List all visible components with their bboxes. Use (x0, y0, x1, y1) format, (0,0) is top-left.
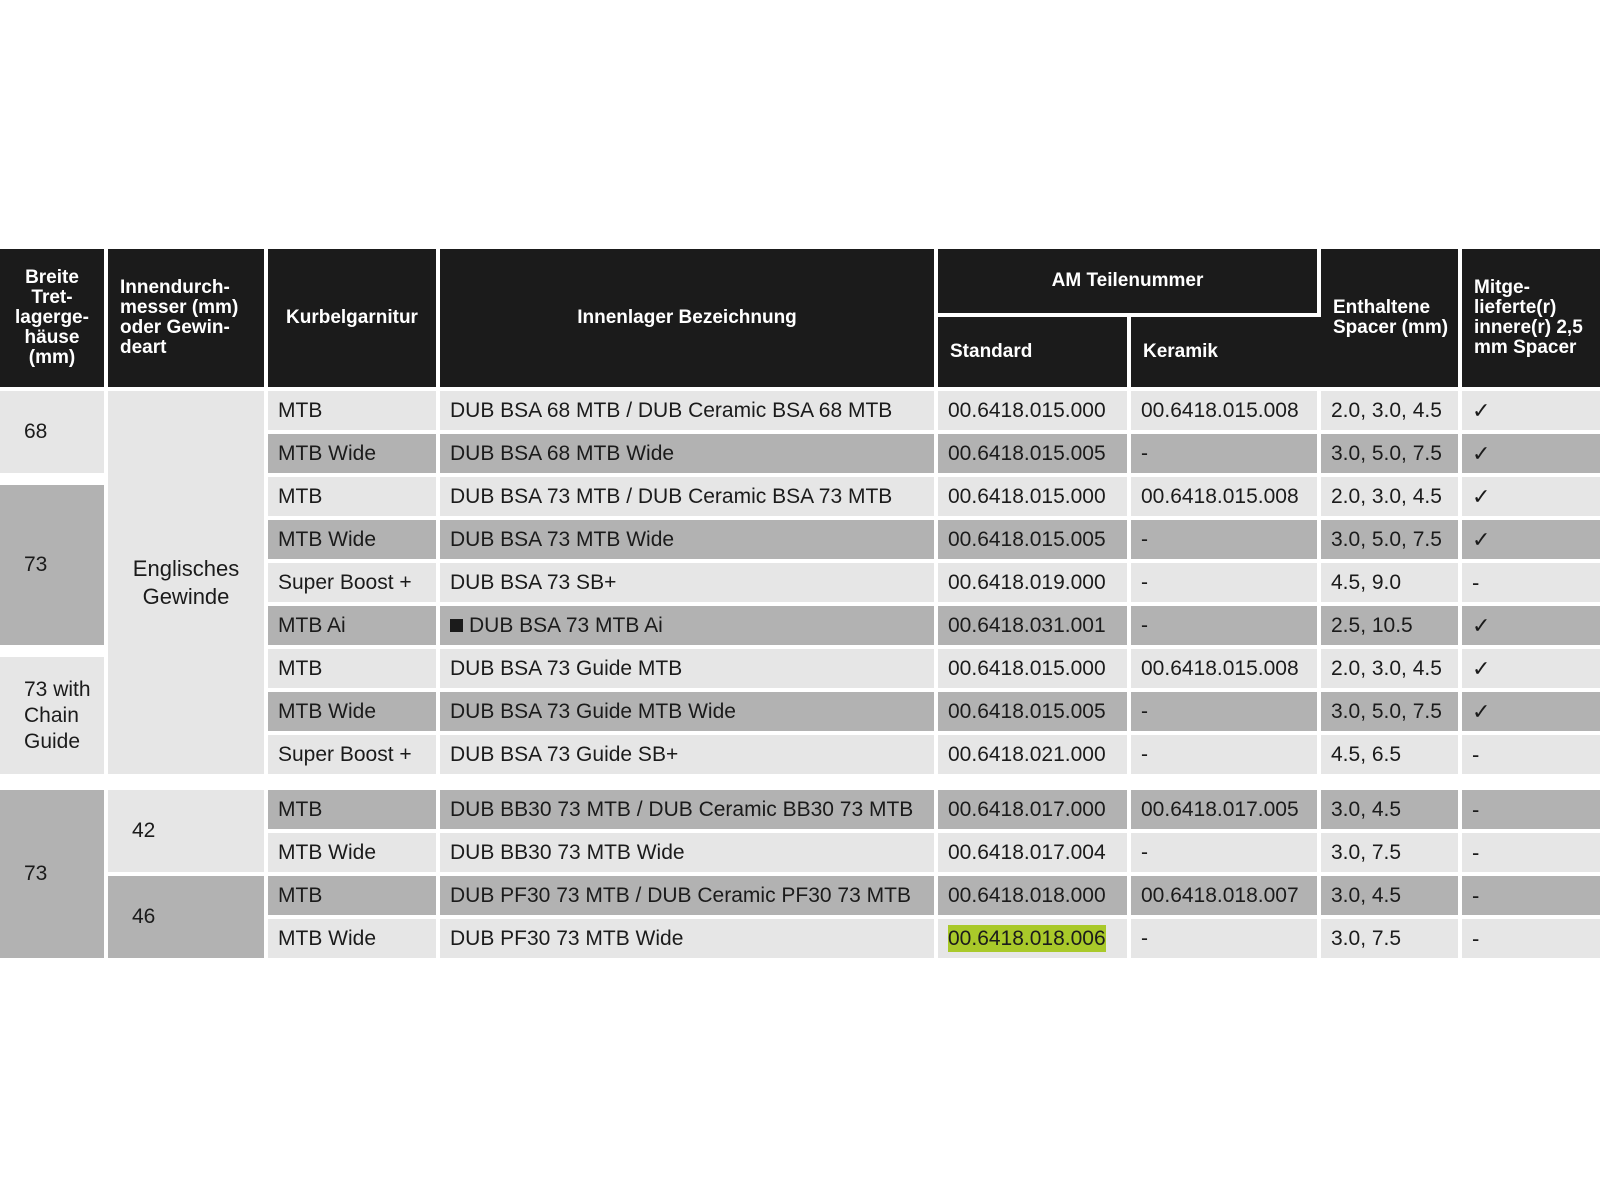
cell-mitgeliefert: - (1462, 876, 1600, 919)
group-cell-46: 46 (108, 876, 268, 962)
cell-spacer: 3.0, 7.5 (1321, 919, 1462, 962)
cell-kurbel: MTB Wide (268, 692, 440, 735)
header-row-1 (0, 249, 1600, 313)
cell-standard: 00.6418.015.000 (938, 477, 1131, 520)
cell-keramik: 00.6418.017.005 (1131, 778, 1321, 833)
cell-spacer: 2.0, 3.0, 4.5 (1321, 477, 1462, 520)
cell-bezeichnung (440, 606, 938, 649)
table-row (0, 387, 1600, 434)
cell-keramik: 00.6418.015.008 (1131, 477, 1321, 520)
cell-bezeichnung: DUB BSA 68 MTB Wide (440, 434, 938, 477)
cell-kurbel: MTB Wide (268, 434, 440, 477)
square-bullet-icon (450, 619, 463, 632)
cell-bezeichnung: DUB BSA 73 MTB Wide (440, 520, 938, 563)
header-keramik: Keramik (1131, 313, 1321, 387)
cell-keramik: - (1131, 919, 1321, 962)
cell-kurbel: MTB Wide (268, 833, 440, 876)
cell-mitgeliefert: ✓ (1462, 649, 1600, 692)
cell-kurbel: MTB (268, 387, 440, 434)
cell-standard: 00.6418.015.005 (938, 434, 1131, 477)
header-breite: Breite Tret-lagerge-häuse (mm) (0, 249, 108, 387)
cell-kurbel: MTB Wide (268, 919, 440, 962)
cell-keramik: - (1131, 735, 1321, 778)
cell-kurbel: MTB (268, 477, 440, 520)
cell-standard: 00.6418.015.000 (938, 649, 1131, 692)
cell-bezeichnung-text: DUB BSA 73 MTB Ai (469, 613, 663, 637)
cell-keramik: 00.6418.015.008 (1131, 387, 1321, 434)
cell-mitgeliefert: - (1462, 833, 1600, 876)
cell-standard (938, 919, 1131, 962)
bottom-bracket-table (0, 249, 1600, 962)
cell-standard: 00.6418.021.000 (938, 735, 1131, 778)
group-cell-68: 68 (0, 387, 108, 477)
cell-standard: 00.6418.015.005 (938, 520, 1131, 563)
header-bezeichnung: Innenlager Bezeichnung (440, 249, 938, 387)
cell-mitgeliefert: - (1462, 563, 1600, 606)
highlighted-part-number: 00.6418.018.006 (948, 926, 1106, 950)
cell-spacer: 2.0, 3.0, 4.5 (1321, 387, 1462, 434)
cell-kurbel: MTB (268, 649, 440, 692)
group-cell-73-chain-guide: 73 with Chain Guide (0, 649, 108, 778)
cell-mitgeliefert: ✓ (1462, 387, 1600, 434)
cell-kurbel: MTB (268, 778, 440, 833)
cell-mitgeliefert: ✓ (1462, 520, 1600, 563)
cell-standard: 00.6418.017.004 (938, 833, 1131, 876)
cell-standard: 00.6418.031.001 (938, 606, 1131, 649)
cell-keramik: - (1131, 434, 1321, 477)
cell-kurbel: Super Boost + (268, 735, 440, 778)
cell-bezeichnung: DUB BSA 73 MTB / DUB Ceramic BSA 73 MTB (440, 477, 938, 520)
cell-spacer: 3.0, 5.0, 7.5 (1321, 434, 1462, 477)
cell-kurbel: MTB Wide (268, 520, 440, 563)
cell-mitgeliefert: ✓ (1462, 692, 1600, 735)
cell-bezeichnung: DUB BSA 73 SB+ (440, 563, 938, 606)
cell-spacer: 4.5, 6.5 (1321, 735, 1462, 778)
cell-bezeichnung: DUB BSA 73 Guide SB+ (440, 735, 938, 778)
group-cell-gewinde: Englisches Gewinde (108, 387, 268, 778)
cell-bezeichnung: DUB PF30 73 MTB / DUB Ceramic PF30 73 MTB (440, 876, 938, 919)
cell-bezeichnung: DUB BSA 73 Guide MTB Wide (440, 692, 938, 735)
cell-spacer: 4.5, 9.0 (1321, 563, 1462, 606)
cell-bezeichnung: DUB BSA 73 Guide MTB (440, 649, 938, 692)
cell-mitgeliefert: ✓ (1462, 606, 1600, 649)
header-standard: Standard (938, 313, 1131, 387)
cell-spacer: 3.0, 5.0, 7.5 (1321, 520, 1462, 563)
cell-spacer: 3.0, 5.0, 7.5 (1321, 692, 1462, 735)
cell-keramik: 00.6418.018.007 (1131, 876, 1321, 919)
header-spacer: Enthaltene Spacer (mm) (1321, 249, 1462, 387)
cell-mitgeliefert: ✓ (1462, 434, 1600, 477)
cell-standard: 00.6418.017.000 (938, 778, 1131, 833)
cell-keramik: - (1131, 520, 1321, 563)
cell-bezeichnung: DUB BSA 68 MTB / DUB Ceramic BSA 68 MTB (440, 387, 938, 434)
cell-standard: 00.6418.018.000 (938, 876, 1131, 919)
table-row (0, 778, 1600, 833)
header-teilenummer: AM Teilenummer (938, 249, 1321, 313)
cell-spacer: 3.0, 7.5 (1321, 833, 1462, 876)
cell-standard: 00.6418.015.005 (938, 692, 1131, 735)
cell-bezeichnung: DUB BB30 73 MTB Wide (440, 833, 938, 876)
cell-mitgeliefert: - (1462, 919, 1600, 962)
bottom-bracket-table-wrapper (0, 249, 1600, 962)
cell-mitgeliefert: - (1462, 778, 1600, 833)
cell-spacer: 3.0, 4.5 (1321, 876, 1462, 919)
cell-spacer: 3.0, 4.5 (1321, 778, 1462, 833)
cell-bezeichnung: DUB PF30 73 MTB Wide (440, 919, 938, 962)
cell-bezeichnung: DUB BB30 73 MTB / DUB Ceramic BB30 73 MTB (440, 778, 938, 833)
group-cell-73-b: 73 (0, 778, 108, 962)
group-cell-42: 42 (108, 778, 268, 876)
cell-kurbel: Super Boost + (268, 563, 440, 606)
cell-keramik: - (1131, 692, 1321, 735)
cell-spacer: 2.0, 3.0, 4.5 (1321, 649, 1462, 692)
group-cell-73: 73 (0, 477, 108, 649)
cell-keramik: - (1131, 606, 1321, 649)
header-innendurchmesser: Innendurch-messer (mm) oder Gewin-deart (108, 249, 268, 387)
cell-standard: 00.6418.019.000 (938, 563, 1131, 606)
table-row (0, 876, 1600, 919)
cell-mitgeliefert: - (1462, 735, 1600, 778)
header-kurbelgarnitur: Kurbelgarnitur (268, 249, 440, 387)
cell-keramik: 00.6418.015.008 (1131, 649, 1321, 692)
cell-standard: 00.6418.015.000 (938, 387, 1131, 434)
cell-keramik: - (1131, 563, 1321, 606)
cell-mitgeliefert: ✓ (1462, 477, 1600, 520)
cell-kurbel: MTB (268, 876, 440, 919)
header-mitgeliefert: Mitge-lieferte(r) innere(r) 2,5 mm Spacer (1462, 249, 1600, 387)
cell-kurbel: MTB Ai (268, 606, 440, 649)
cell-spacer: 2.5, 10.5 (1321, 606, 1462, 649)
cell-keramik: - (1131, 833, 1321, 876)
